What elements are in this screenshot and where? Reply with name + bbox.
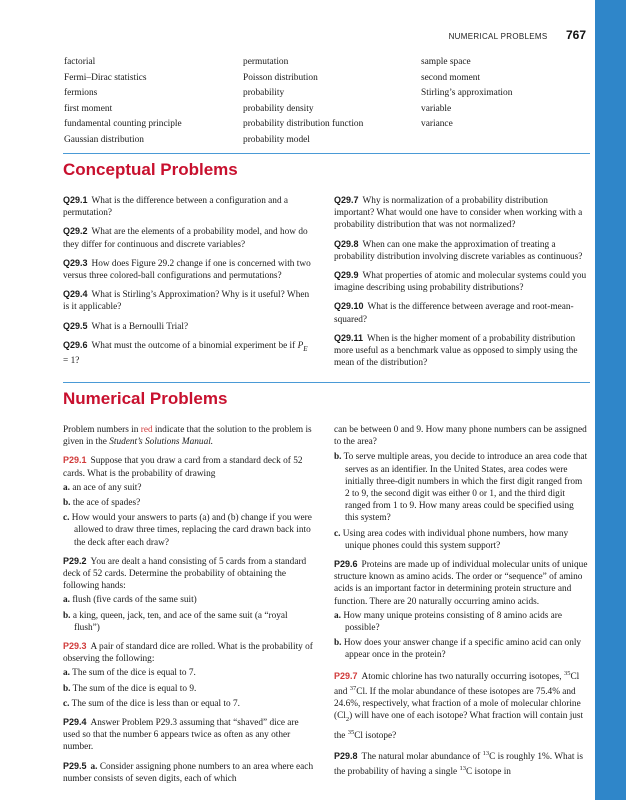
problem: P29.6 Proteins are made up of individual molecular units of unique structure known as amino acids. The order or “sequence” of amino acids is an important factor in determining protein structure and function. There are 20 naturally occurring amino acids. bbox=[334, 559, 588, 607]
term: Gaussian distribution bbox=[64, 134, 144, 145]
intro-note: Problem numbers in red indicate that the solution to the problem is given in the Student’s Solutions Manual. bbox=[63, 425, 312, 448]
question: Q29.5 What is a Bernoulli Trial? bbox=[63, 320, 189, 332]
problem: P29.2 You are dealt a hand consisting of 5 cards from a standard deck of 52 cards. Determine the probability of obtaining the following hands: bbox=[63, 555, 307, 592]
question: Q29.4 What is Stirling’s Approximation? Why is it useful? When is it applicable? bbox=[63, 289, 310, 313]
terms-col-2 bbox=[243, 55, 363, 148]
term: factorial bbox=[64, 57, 96, 67]
problem-part: b. The sum of the dice is equal to 9. bbox=[63, 683, 197, 694]
problem: P29.3 A pair of standard dice are rolled. What is the probability of observing the following: bbox=[63, 641, 313, 665]
term: variance bbox=[421, 119, 453, 129]
numerical-left-column bbox=[63, 424, 315, 791]
problem-part: c. The sum of the dice is less than or equal to 7. bbox=[63, 698, 240, 709]
problem-part: c. Using area codes with individual phone numbers, how many unique phones could this system support? bbox=[334, 528, 569, 551]
section-divider bbox=[63, 382, 590, 383]
term: Poisson distribution bbox=[243, 72, 318, 83]
problem-continued: can be between 0 and 9. How many phone numbers can be assigned to the area? bbox=[334, 425, 587, 448]
page-number: 767 bbox=[565, 28, 586, 42]
term: Fermi–Dirac statistics bbox=[64, 72, 147, 83]
term: fundamental counting principle bbox=[64, 119, 182, 129]
term: probability model bbox=[243, 134, 310, 145]
question: Q29.10 What is the difference between average and root-mean-squared? bbox=[334, 301, 574, 325]
problem-part: b. How does your answer change if a specific amino acid can only appear once in the protein? bbox=[334, 638, 582, 661]
conceptual-problems-heading: Conceptual Problems bbox=[63, 160, 238, 179]
question: Q29.3 How does Figure 29.2 change if one is concerned with two versus three colored-ball configurations and permutations? bbox=[63, 257, 311, 282]
problem: P29.7 Atomic chlorine has two naturally occurring isotopes, $^{35}$Cl and $^{37}$Cl. If the molar abundance of these isotopes are 75.4% and 24.6%, respectively, what fraction of a mole of molecular chlorine $(Cl_2)$ will have one of each isotope? What fraction will contain just the $^{35}$Cl isotope? bbox=[334, 669, 584, 741]
problem: P29.5 a. Consider assigning phone numbers to an area where each number consists of seven digits, each of which bbox=[63, 760, 314, 784]
question: Q29.9 What properties of atomic and molecular systems could you imagine describing using probability distributions? bbox=[334, 270, 587, 294]
term: probability density bbox=[243, 103, 314, 114]
problem-part: a. How many unique proteins consisting of 8 amino acids are possible? bbox=[334, 610, 563, 634]
term: first moment bbox=[64, 103, 113, 114]
question: Q29.7 Why is normalization of a probability distribution important? What would one have to consider when working with a probability distribution that was not normalized? bbox=[334, 195, 583, 231]
problem-part: c. How would your answers to parts (a) and (b) change if you were allowed to draw three times, replacing the card drawn back into the deck after each draw? bbox=[63, 513, 312, 548]
problem-part: a. an ace of any suit? bbox=[63, 482, 142, 493]
terms-col-1 bbox=[64, 55, 182, 148]
problem-part: a. flush (five cards of the same suit) bbox=[63, 595, 197, 606]
page-header bbox=[449, 26, 586, 44]
running-title: NUMERICAL PROBLEMS bbox=[448, 32, 548, 41]
term: second moment bbox=[421, 72, 481, 83]
problem-part: b. a king, queen, jack, ten, and ace of the same suit (a “royal flush”) bbox=[63, 610, 288, 633]
term: probability distribution function bbox=[243, 119, 364, 129]
question: Q29.1 What is the difference between a configuration and a permutation? bbox=[63, 195, 289, 219]
question: Q29.11 When is the higher moment of a probability distribution more useful as a benchmark value as opposed to simply using the mean of the distribution? bbox=[334, 332, 578, 369]
numerical-right-column bbox=[334, 424, 588, 784]
problem-part: a. The sum of the dice is equal to 7. bbox=[63, 668, 196, 679]
conceptual-right-column bbox=[334, 194, 588, 375]
term: permutation bbox=[243, 57, 289, 67]
section-divider bbox=[63, 153, 590, 154]
term: probability bbox=[243, 88, 285, 98]
question: Q29.2 What are the elements of a probability model, and how do they differ for continuous and discrete variables? bbox=[63, 226, 308, 250]
problem: P29.1 Suppose that you draw a card from a standard deck of 52 cards. What is the probability of drawing bbox=[63, 455, 303, 479]
term: fermions bbox=[64, 88, 98, 98]
problem: P29.4 Answer Problem P29.3 assuming that “shaved” dice are used so that the number 6 appears twice as often as any other number. bbox=[63, 717, 299, 753]
problem: P29.8 The natural molar abundance of $^{13}$C is roughly 1%. What is the probability of having a single $^{13}$C isotope in bbox=[334, 749, 583, 778]
numerical-problems-heading: Numerical Problems bbox=[63, 389, 228, 408]
term: sample space bbox=[421, 57, 471, 67]
terms-col-3 bbox=[421, 55, 512, 133]
question: Q29.6 What must the outcome of a binomial experiment be if $P_E = 1$? bbox=[63, 339, 308, 366]
term: Stirling’s approximation bbox=[421, 88, 513, 98]
term: variable bbox=[421, 103, 452, 114]
question: Q29.8 When can one make the approximation of treating a probability distribution involving discrete variables as continuous? bbox=[334, 238, 583, 262]
problem-part: b. the ace of spades? bbox=[63, 498, 141, 509]
page-edge-tab bbox=[595, 0, 626, 800]
conceptual-left-column bbox=[63, 194, 315, 373]
problem-part: b. To serve multiple areas, you decide to introduce an area code that serves as an identifier. In the United States, area codes were initially three-digit numbers in which the first digit ranged from 2 to 9, the second digit was either 0 or 1, and the third digit ranged from 1 to 9. How many areas could be specified using this system? bbox=[334, 452, 588, 524]
